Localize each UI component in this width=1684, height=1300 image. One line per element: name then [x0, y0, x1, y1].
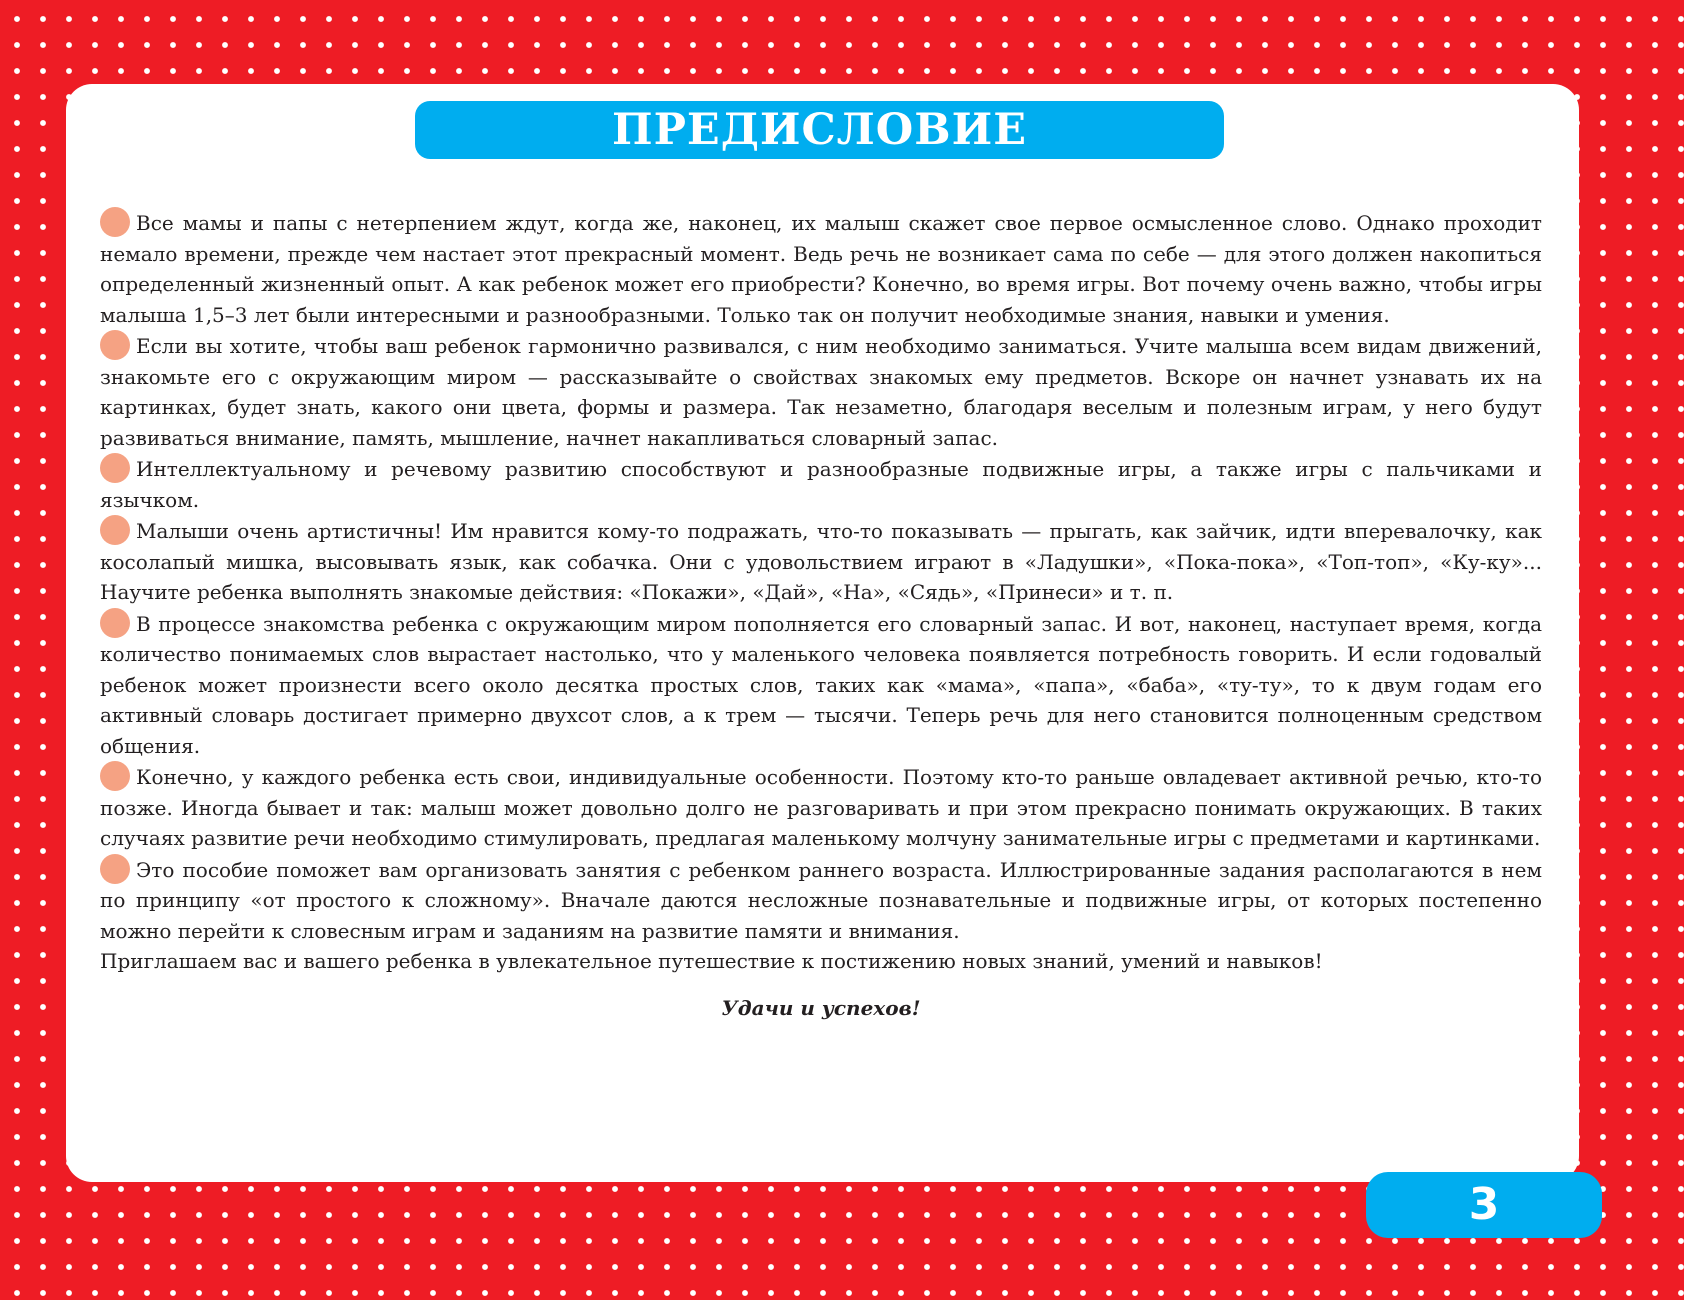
paragraph-text: Это пособие поможет вам организовать занятия с ребенком раннего возраста. Иллюстрированные задания располагаются в нем по принципу «от простого к сложному». Вначале даются несложные познавательные и подвижные игры, от которых постепенно можно перейти к словесным играм и заданиям на развитие памяти и внимания.: [100, 857, 1542, 943]
paragraph-text: Если вы хотите, чтобы ваш ребенок гармонично развивался, с ним необходимо заниматься. Учите малыша всем видам движений, знакомьте его с окружающим миром — рассказывайте о свойствах знакомых ему предметов. Вскоре он начнет узнавать их на картинках, будет знать, какого они цвета, формы и размера. Так незаметно, благодаря веселым и полезным играм, у него будут развиваться внимание, память, мышление, начнет накапливаться словарный запас.: [100, 334, 1542, 450]
paragraph-text: Все мамы и папы с нетерпением ждут, когда же, наконец, их малыш скажет свое первое осмысленное слово. Однако проходит немало времени, прежде чем настает этот прекрасный момент. Ведь речь не возникает сама по себе — для этого должен накопиться определенный жизненный опыт. А как ребенок может его приобрести? Конечно, во время игры. Вот почему очень важно, чтобы игры малыша 1,5–3 лет были интересными и разнообразными. Только так он получит необходимые знания, навыки и умения.: [100, 211, 1542, 327]
bullet-circle-icon: [100, 515, 130, 545]
paragraph: [100, 515, 1542, 608]
paragraph: [100, 453, 1542, 515]
bullet-circle-icon: [100, 608, 130, 638]
bullet-circle-icon: [100, 761, 130, 791]
paragraph: [100, 207, 1542, 330]
paragraph-text: В процессе знакомства ребенка с окружающим миром пополняется его словарный запас. И вот, наконец, наступает время, когда количество понимаемых слов вырастает настолько, что у маленького человека появляется потребность говорить. И если годовалый ребенок может произнести всего около десятка простых слов, таких как «мама», «папа», «баба», «ту-ту», то к двум годам его активный словарь достигает примерно двухсот слов, а к трем — тысячи. Теперь речь для него становится полноценным средством общения.: [100, 611, 1542, 758]
closing-invitation: Приглашаем вас и вашего ребенка в увлекательное путешествие к постижению новых знаний, умений и навыков!: [100, 949, 1323, 973]
bullet-circle-icon: [100, 330, 130, 360]
paragraph: [100, 608, 1542, 762]
signoff: Удачи и успехов!: [721, 995, 921, 1020]
body-text: [100, 207, 1542, 1023]
page-title: ПРЕДИСЛОВИЕ: [415, 101, 1224, 159]
page-number-badge: 3: [1366, 1172, 1602, 1238]
content-panel: [66, 84, 1579, 1182]
paragraph-text: Интеллектуальному и речевому развитию способствуют и разнообразные подвижные игры, а также игры с пальчиками и язычком.: [100, 457, 1542, 512]
paragraph: [100, 854, 1542, 947]
paragraph: [100, 761, 1542, 854]
bullet-circle-icon: [100, 207, 130, 237]
bullet-circle-icon: [100, 453, 130, 483]
paragraph-text: Малыши очень артистичны! Им нравится кому-то подражать, что-то показывать — прыгать, как зайчик, идти вперевалочку, как косолапый мишка, высовывать язык, как собачка. Они с удовольствием играют в «Ладушки», «Пока-пока», «Топ-топ», «Ку-ку»... Научите ребенка выполнять знакомые действия: «Покажи», «Дай», «На», «Сядь», «Принеси» и т. п.: [100, 519, 1542, 604]
bullet-circle-icon: [100, 854, 130, 884]
paragraph: [100, 330, 1542, 453]
paragraph-text: Конечно, у каждого ребенка есть свои, индивидуальные особенности. Поэтому кто-то раньше овладевает активной речью, кто-то позже. Иногда бывает и так: малыш может довольно долго не разговаривать и при этом прекрасно понимать окружающих. В таких случаях развитие речи необходимо стимулировать, предлагая маленькому молчуну занимательные игры с предметами и картинками.: [100, 765, 1542, 850]
